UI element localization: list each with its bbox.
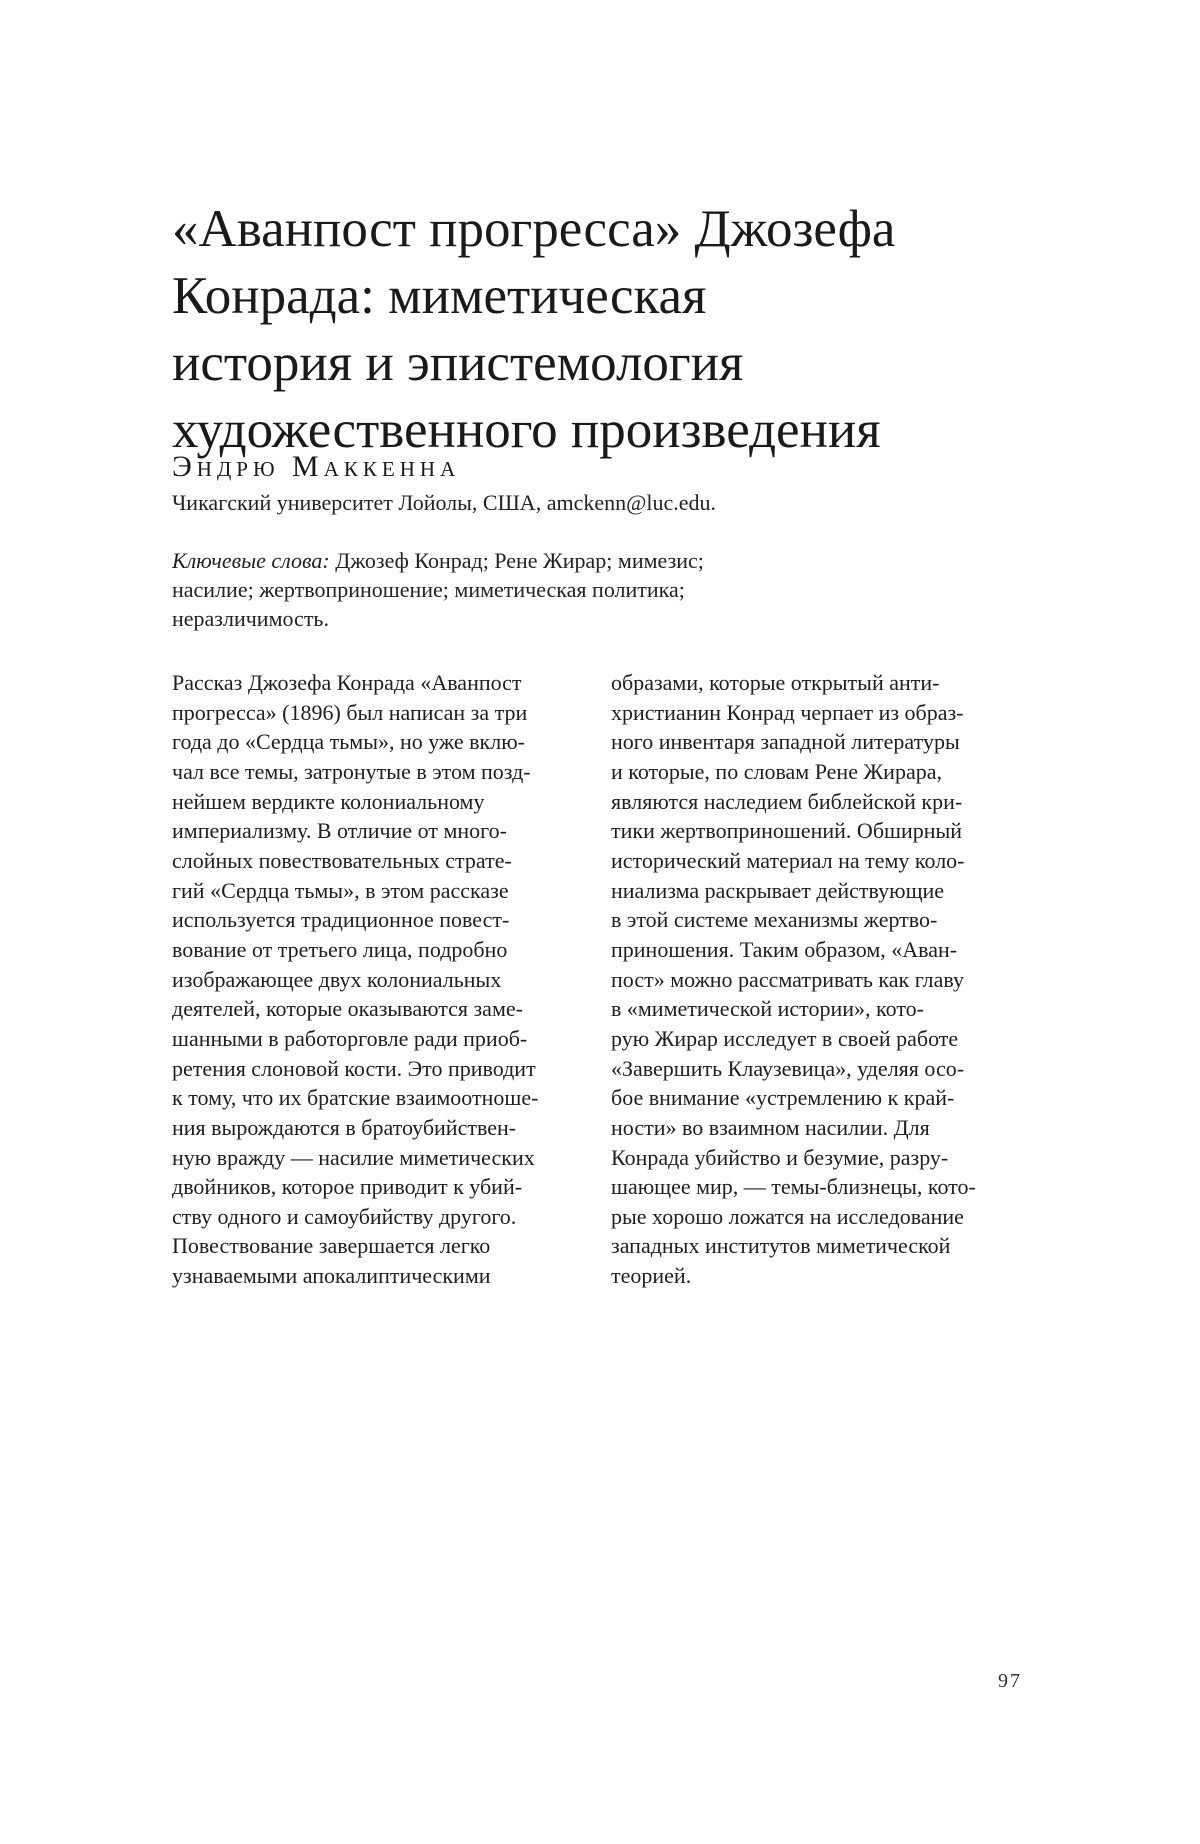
abstract-line: прогресса» (1896) был написан за три xyxy=(172,699,528,725)
abstract-line: ности» во взаимном насилии. Для xyxy=(611,1114,930,1140)
keywords-line: неразличимость. xyxy=(172,606,329,631)
keywords-line: насилие; жертвоприношение; миметическая политика; xyxy=(172,577,685,602)
title-line: «Аванпост прогресса» Джозефа xyxy=(172,200,896,258)
keywords-text: Джозеф Конрад; Рене Жирар; мимезис; xyxy=(329,548,704,573)
abstract-line: исторический материал на тему коло- xyxy=(611,847,965,873)
abstract-line: ного инвентаря западной литературы xyxy=(611,729,960,755)
abstract-line: Повествование завершается легко xyxy=(172,1233,491,1259)
abstract-line: ству одного и самоубийству другого. xyxy=(172,1203,517,1229)
abstract-line: ретения слоновой кости. Это приводит xyxy=(172,1055,536,1081)
abstract-line: приношения. Таким образом, «Аван- xyxy=(611,936,958,962)
abstract-line: двойников, которое приводит к убий- xyxy=(172,1174,523,1200)
keywords-line xyxy=(172,546,812,575)
abstract-line: являются наследием библейской кри- xyxy=(611,788,963,814)
abstract-line: узнаваемыми апокалиптическими xyxy=(172,1263,491,1289)
abstract-line: империализму. В отличие от много- xyxy=(172,818,507,844)
abstract-line: христианин Конрад черпает из образ- xyxy=(611,699,964,725)
abstract-line: западных институтов миметической xyxy=(611,1233,951,1259)
title-line: Конрада: миметическая xyxy=(172,267,707,325)
abstract-line: слойных повествовательных страте- xyxy=(172,847,512,873)
author-affiliation: Чикагский университет Лойолы, США, amckenn@luc.edu. xyxy=(172,490,716,515)
abstract-line: шанными в работорговле ради приоб- xyxy=(172,1025,528,1051)
author-name: Эндрю Маккенна xyxy=(172,450,461,483)
title-line: история и эпистемология xyxy=(172,334,744,392)
abstract-line: в этой системе механизмы жертво- xyxy=(611,907,938,933)
abstract-line: шающее мир, — темы-близнецы, кото- xyxy=(611,1174,976,1200)
abstract-line: «Завершить Клаузевица», уделяя осо- xyxy=(611,1055,965,1081)
abstract-line: рую Жирар исследует в своей работе xyxy=(611,1025,959,1051)
keywords xyxy=(172,546,812,633)
abstract-line: гий «Сердца тьмы», в этом рассказе xyxy=(172,877,509,903)
abstract-line: чал все темы, затронутые в этом позд- xyxy=(172,758,531,784)
abstract-line: вование от третьего лица, подробно xyxy=(172,936,508,962)
abstract-line: используется традиционное повест- xyxy=(172,907,510,933)
abstract-line: образами, которые открытый анти- xyxy=(611,670,940,695)
abstract-line: деятелей, которые оказываются заме- xyxy=(172,996,523,1022)
abstract-line: теорией. xyxy=(611,1263,692,1289)
abstract-line: ния вырождаются в братоубийствен- xyxy=(172,1114,517,1140)
page-number: 97 xyxy=(998,1670,1022,1692)
abstract-line: к тому, что их братские взаимоотноше- xyxy=(172,1085,539,1111)
abstract-line: рые хорошо ложатся на исследование xyxy=(611,1203,964,1229)
abstract-line: Рассказ Джозефа Конрада «Аванпост xyxy=(172,670,522,695)
abstract-line: изображающее двух колониальных xyxy=(172,966,502,992)
abstract-line: бое внимание «устремлению к край- xyxy=(611,1085,955,1111)
abstract-line: ную вражду — насилие миметических xyxy=(172,1144,535,1170)
abstract-line: года до «Сердца тьмы», но уже вклю- xyxy=(172,729,525,755)
abstract-column-left xyxy=(172,668,602,1291)
keywords-label: Ключевые слова: xyxy=(172,548,330,573)
abstract-line: Конрада убийство и безумие, разру- xyxy=(611,1144,949,1170)
abstract-line: пост» можно рассматривать как главу xyxy=(611,966,964,992)
abstract-line: нейшем вердикте колониальному xyxy=(172,788,485,814)
article-title xyxy=(172,196,1072,464)
abstract-line: в «миметической истории», кото- xyxy=(611,996,924,1022)
abstract-line: ниализма раскрывает действующие xyxy=(611,877,945,903)
title-line: художественного произведения xyxy=(172,401,881,459)
abstract-column-right xyxy=(611,668,1041,1291)
abstract-line: и которые, по словам Рене Жирара, xyxy=(611,758,942,784)
abstract-line: тики жертвоприношений. Обширный xyxy=(611,818,963,844)
